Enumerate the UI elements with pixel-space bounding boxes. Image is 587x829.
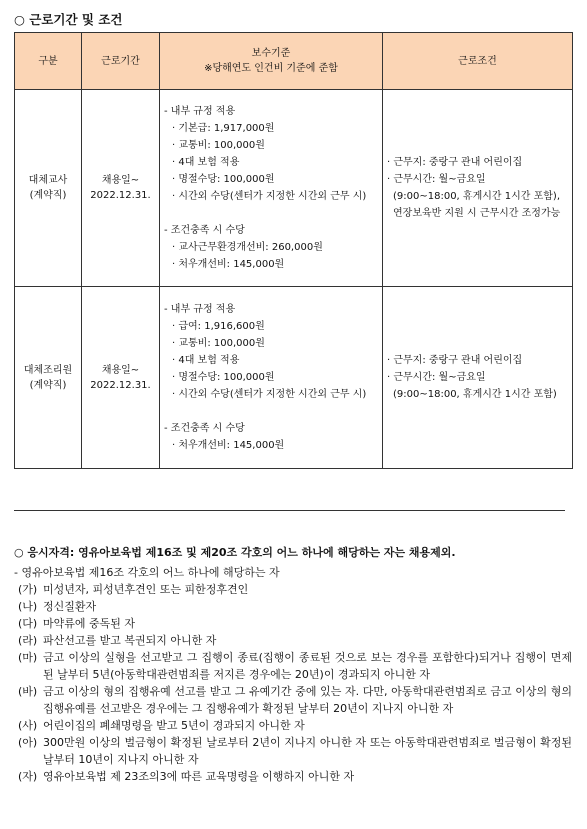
condition-line: (9:00~18:00, 휴게시간 1시간 포함) [393,389,557,400]
item-mark: (자) [18,770,38,783]
item-text: 정신질환자 [43,600,97,613]
item-text: 금고 이상의 형의 집행유예 선고를 받고 그 유예기간 중에 있는 자. 다만, 아동학대관련범죄로 금고 이상의 형의 집행유예를 선고받은 경우에는 그 집행유예가 확정된 날부터 20년이 지나지 아니한 자 [43,685,572,715]
item-mark: (가) [18,583,38,596]
list-intro: - 영유아보육법 제16조 각호의 어느 하나에 해당하는 자 [14,566,280,579]
pay-item: · 시간외 수당(센터가 지정한 시간외 근무 시) [172,191,367,202]
category-name: 대체조리원 [23,364,73,376]
pay-item: · 급여: 1,916,600원 [172,321,265,332]
item-mark: (아) [18,736,38,749]
table-row-substitute-teacher [15,90,573,287]
pay-cell [160,287,383,469]
header-pay-note: ※당해연도 인건비 기준에 준함 [204,63,338,74]
list-item [14,768,572,785]
pay-internal-heading: - 내부 규정 적용 [164,304,236,315]
item-text: 미성년자, 피성년후견인 또는 피한정후견인 [43,583,249,596]
item-text: 마약류에 중독된 자 [43,617,136,630]
list-item [14,717,572,734]
pay-extra-heading: - 조건충족 시 수당 [164,225,245,236]
table-header-row [15,33,573,90]
period-cell [82,90,160,287]
header-conditions: 근로조건 [383,33,573,90]
disqualification-list [14,564,572,785]
item-text: 영유아보육법 제 23조의3에 따른 교육명령을 이행하지 아니한 자 [43,770,355,783]
item-mark: (바) [18,685,38,698]
work-conditions-table [14,32,573,469]
list-item [14,615,572,632]
pay-item: · 명절수당: 100,000원 [172,372,275,383]
item-text: 어린이집의 폐쇄명령을 받고 5년이 경과되지 아니한 자 [43,719,305,732]
list-item [14,598,572,615]
item-mark: (마) [18,651,38,664]
pay-cell [160,90,383,287]
item-text: 300만원 이상의 벌금형이 확정된 날로부터 2년이 지나지 아니한 자 또는 아동학대관련범죄로 벌금형이 확정된 날부터 10년이 지나지 아니한 자 [43,736,572,766]
item-mark: (라) [18,634,38,647]
pay-item: · 기본급: 1,917,000원 [172,123,275,134]
list-item [14,734,572,768]
condition-line: · 근무지: 중랑구 관내 어린이집 [387,355,523,366]
condition-line: (9:00~18:00, 휴게시간 1시간 포함), [393,191,560,202]
separator-line [14,510,565,511]
list-item [14,632,572,649]
conditions-cell [383,90,573,287]
category-type: (계약직) [29,379,67,391]
condition-line: · 근무시간: 월~금요일 [387,372,486,383]
item-mark: (다) [18,617,38,630]
item-text: 파산선고를 받고 복권되지 아니한 자 [43,634,217,647]
pay-item: · 교통비: 100,000원 [172,338,265,349]
pay-extra-item: · 교사근무환경개선비: 260,000원 [172,242,323,253]
item-mark: (나) [18,600,38,613]
pay-item: · 4대 보험 적용 [172,157,240,168]
pay-extra-item: · 처우개선비: 145,000원 [172,259,285,270]
period-start: 채용일~ [101,175,140,186]
condition-line: · 근무시간: 월~금요일 [387,174,486,185]
list-item [14,649,572,683]
condition-line: · 근무지: 중랑구 관내 어린이집 [387,157,523,168]
table-row-substitute-cook [15,287,573,469]
header-category: 구분 [15,33,82,90]
period-cell [82,287,160,469]
period-start: 채용일~ [101,364,140,376]
header-pay-title: 보수기준 [251,48,291,59]
header-period: 근로기간 [82,33,160,90]
period-end: 2022.12.31. [90,379,151,391]
category-cell [15,90,82,287]
pay-item: · 명절수당: 100,000원 [172,174,275,185]
pay-extra-heading: - 조건충족 시 수당 [164,423,245,434]
pay-item: · 교통비: 100,000원 [172,140,265,151]
pay-item: · 시간외 수당(센터가 지정한 시간외 근무 시) [172,389,367,400]
header-pay [160,33,383,90]
condition-line: 연장보육반 지원 시 근무시간 조정가능 [393,208,561,219]
category-type: (계약직) [29,190,67,201]
conditions-cell [383,287,573,469]
category-name: 대체교사 [28,175,68,186]
pay-item: · 4대 보험 적용 [172,355,240,366]
list-item [14,581,572,598]
section-title-eligibility: ○ 응시자격: 영유아보육법 제16조 및 제20조 각호의 어느 하나에 해당하는 자는 채용제외. [14,546,456,559]
category-cell [15,287,82,469]
period-end: 2022.12.31. [90,190,151,201]
section-title-work-period: ○ 근로기간 및 조건 [14,12,123,27]
list-item [14,683,572,717]
pay-internal-heading: - 내부 규정 적용 [164,106,236,117]
item-text: 금고 이상의 실형을 선고받고 그 집행이 종료(집행이 종료된 것으로 보는 경우를 포함한다)되거나 집행이 면제된 날부터 5년(아동학대관련범죄를 저지른 경우에는 20년)이 경과되지 아니한 자 [43,651,572,681]
item-mark: (사) [18,719,38,732]
pay-extra-item: · 처우개선비: 145,000원 [172,440,285,451]
